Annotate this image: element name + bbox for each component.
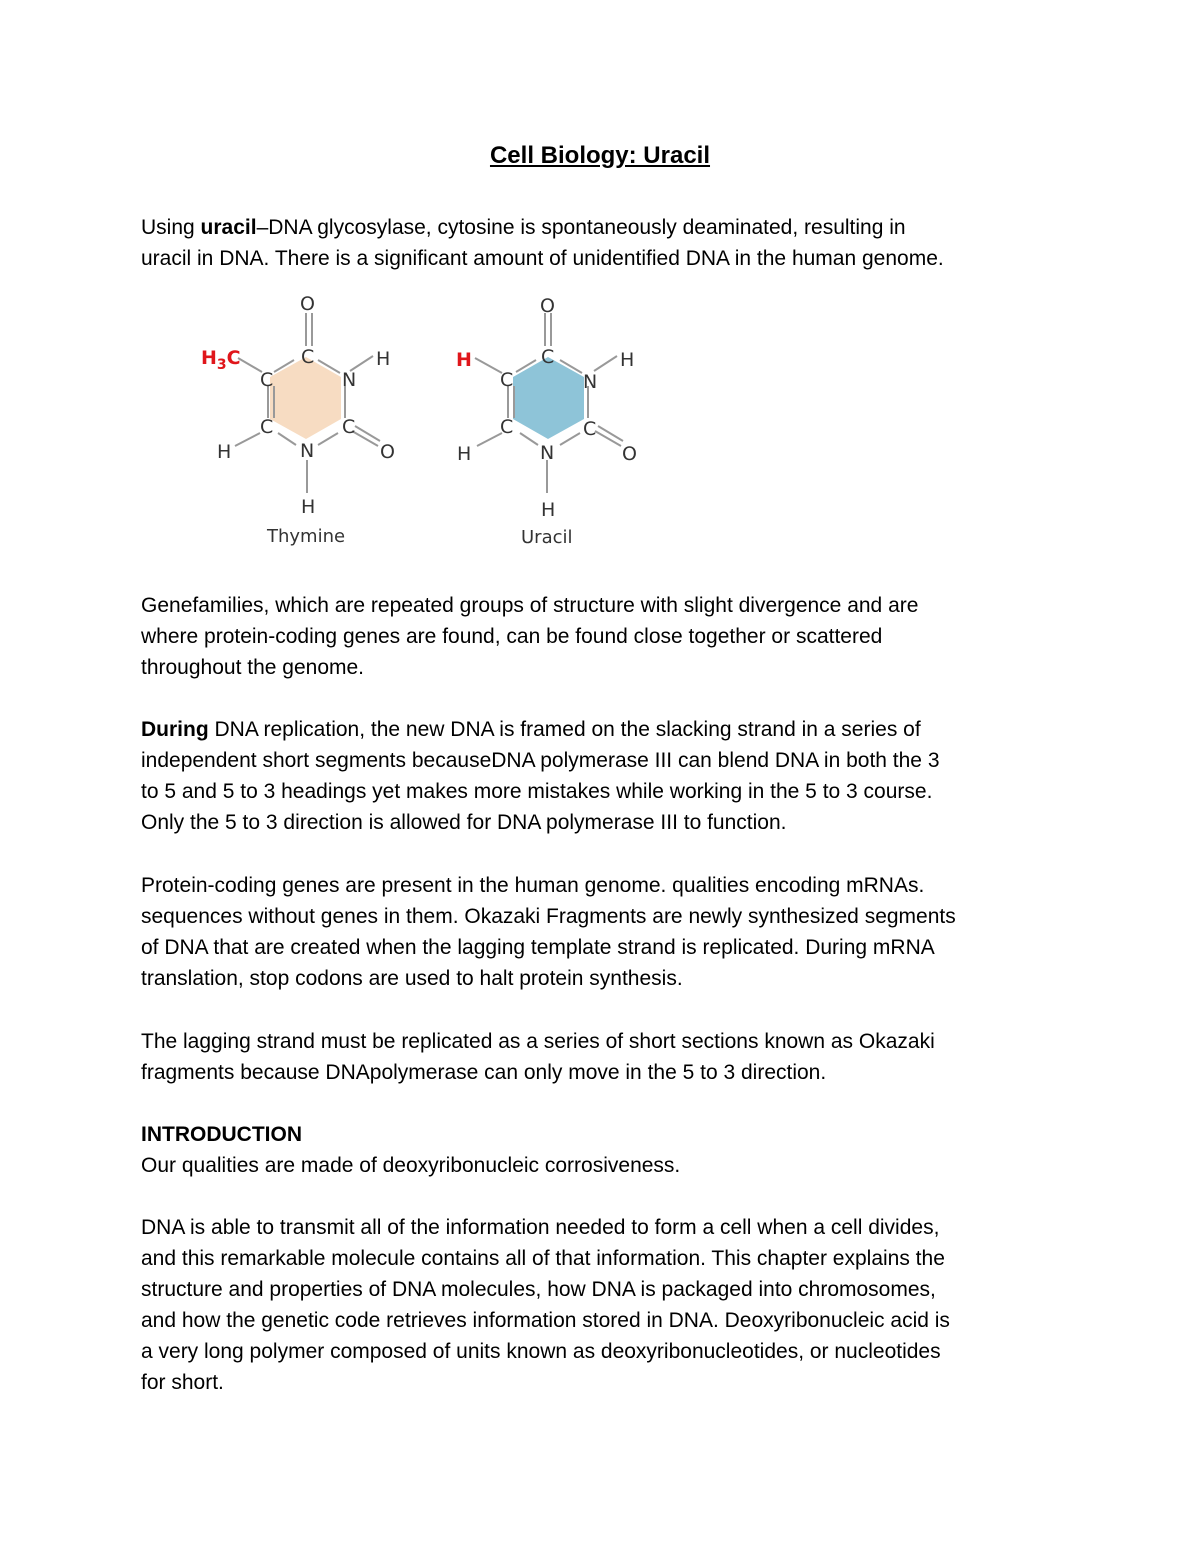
uracil-c6: C (500, 416, 514, 438)
during-paragraph (141, 714, 1081, 838)
uracil-h-n3: H (620, 349, 635, 371)
introduction-heading: INTRODUCTION (141, 1123, 302, 1146)
introduction-line: Our qualities are made of deoxyribonucleic corrosiveness. (141, 1154, 681, 1177)
during-line: to 5 and 5 to 3 headings yet makes more mistakes while working in the 5 to 3 course. (141, 780, 933, 803)
thymine-h-n1: H (301, 496, 316, 518)
dna-line: for short. (141, 1371, 224, 1394)
thymine-o-top: O (300, 293, 315, 315)
thymine-methyl-group: $H_3C$ (201, 347, 241, 373)
during-line: independent short segments becauseDNA polymerase III can blend DNA in both the 3 (141, 749, 940, 772)
uracil-structure (456, 295, 637, 548)
dna-line: a very long polymer composed of units known as deoxyribonucleotides, or nucleotides (141, 1340, 941, 1363)
thymine-caption: Thymine (267, 526, 346, 547)
uracil-n1: N (540, 442, 555, 464)
thymine-structure (201, 293, 395, 547)
dna-paragraph (141, 1212, 1081, 1398)
lagging-line: The lagging strand must be replicated as a series of short sections known as Okazaki (141, 1030, 935, 1053)
intro-bold-term: uracil (200, 216, 257, 239)
lagging-paragraph (141, 1026, 1081, 1088)
intro-line-2: uracil in DNA. There is a significant amount of unidentified DNA in the human genome. (141, 247, 944, 270)
dna-line: and how the genetic code retrieves information stored in DNA. Deoxyribonucleic acid is (141, 1309, 950, 1332)
dna-line: DNA is able to transmit all of the information needed to form a cell when a cell divides, (141, 1216, 940, 1239)
intro-prefix: Using (141, 216, 201, 239)
protein-paragraph (141, 870, 1081, 994)
during-line: Only the 5 to 3 direction is allowed for DNA polymerase III to function. (141, 811, 787, 834)
during-bold: During (141, 718, 209, 741)
uracil-ring-fill (513, 357, 584, 439)
thymine-c2: C (342, 416, 356, 438)
thymine-ring-fill (270, 357, 341, 439)
intro-rest: –DNA glycosylase, cytosine is spontaneously deaminated, resulting in (256, 216, 906, 239)
thymine-c6: C (260, 416, 274, 438)
thymine-n1: N (300, 440, 315, 462)
uracil-h-highlight: H (456, 349, 472, 371)
uracil-c4: C (541, 346, 555, 368)
page-title: Cell Biology: Uracil (489, 142, 711, 169)
lagging-line: fragments because DNApolymerase can only move in the 5 to 3 direction. (141, 1061, 827, 1084)
thymine-h-n3: H (376, 348, 391, 370)
uracil-caption: Uracil (521, 527, 573, 548)
uracil-c2: C (583, 418, 597, 440)
genefamilies-line: throughout the genome. (141, 656, 365, 679)
genefamilies-paragraph (141, 590, 1081, 683)
introduction-section (141, 1119, 1081, 1181)
genefamilies-line: Genefamilies, which are repeated groups of structure with slight divergence and are (141, 594, 919, 617)
uracil-h-c6: H (457, 443, 472, 465)
protein-line: Protein-coding genes are present in the human genome. qualities encoding mRNAs. (141, 874, 925, 897)
during-line: DNA replication, the new DNA is framed on the slacking strand in a series of (208, 718, 921, 741)
thymine-o-right: O (380, 441, 395, 463)
uracil-n3: N (583, 371, 598, 393)
genefamilies-line: where protein-coding genes are found, can be found close together or scattered (141, 625, 883, 648)
thymine-c4: C (301, 346, 315, 368)
thymine-h-c6: H (217, 441, 232, 463)
uracil-c5: C (500, 369, 514, 391)
uracil-o-right: O (622, 443, 637, 465)
intro-paragraph (141, 212, 1081, 274)
protein-line: translation, stop codons are used to halt protein synthesis. (141, 967, 683, 990)
thymine-c5: C (260, 369, 274, 391)
thymine-uracil-figure (190, 288, 660, 553)
protein-line: of DNA that are created when the lagging template strand is replicated. During mRNA (141, 936, 935, 959)
dna-line: structure and properties of DNA molecules, how DNA is packaged into chromosomes, (141, 1278, 936, 1301)
protein-line: sequences without genes in them. Okazaki Fragments are newly synthesized segments (141, 905, 956, 928)
uracil-h-n1: H (541, 499, 556, 521)
uracil-o-top: O (540, 295, 555, 317)
thymine-n3: N (342, 369, 357, 391)
dna-line: and this remarkable molecule contains all of that information. This chapter explains the (141, 1247, 945, 1270)
